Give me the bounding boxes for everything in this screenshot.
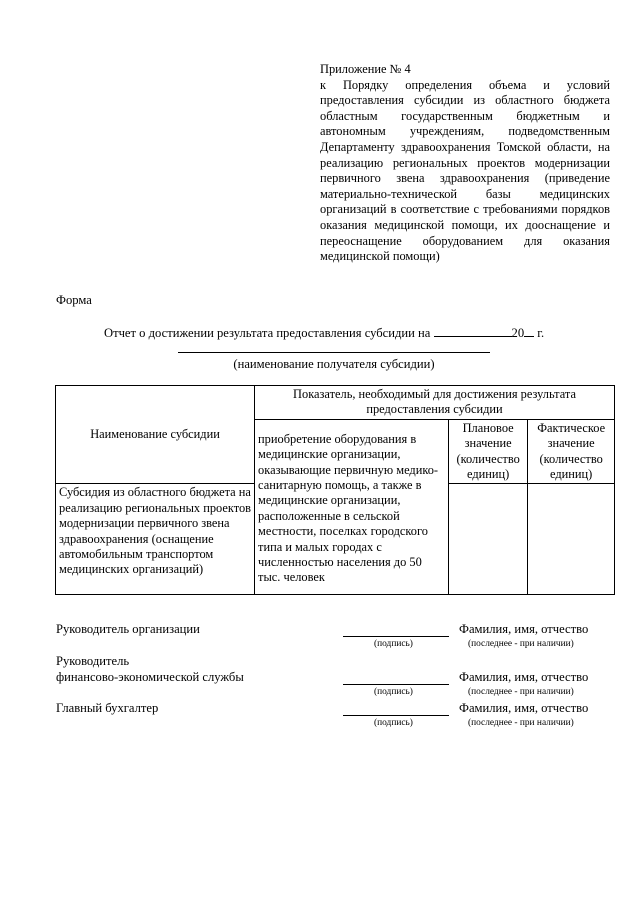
- signatory-name: Фамилия, имя, отчество: [459, 670, 589, 684]
- header-subsidy-name: Наименование субсидии: [56, 386, 255, 484]
- signature-label: Руководитель финансово-экономической службы: [56, 654, 244, 684]
- signature-field[interactable]: [343, 684, 449, 685]
- year-prefix: 20: [511, 326, 525, 340]
- appendix-block: [320, 62, 610, 265]
- report-table: [55, 385, 615, 595]
- signatory-name: Фамилия, имя, отчество: [459, 701, 589, 715]
- form-label: Форма: [56, 293, 92, 307]
- subsidy-name-cell: Субсидия из областного бюджета на реализацию региональных проектов модернизации первичного звена здравоохранения (оснащение автомобильным транспортом медицинских организаций): [56, 484, 255, 595]
- planned-value-cell[interactable]: [448, 484, 527, 595]
- recipient-caption: (наименование получателя субсидии): [233, 357, 435, 371]
- year-blank-field[interactable]: [524, 325, 534, 337]
- signature-label: Главный бухгалтер: [56, 701, 159, 715]
- signature-label: Руководитель организации: [56, 622, 200, 636]
- signature-caption: (подпись): [374, 718, 413, 728]
- date-blank-field[interactable]: [434, 325, 512, 337]
- header-indicator: Показатель, необходимый для достижения результата предоставления субсидии: [255, 386, 615, 420]
- year-suffix: г.: [537, 326, 545, 340]
- signature-field[interactable]: [343, 715, 449, 716]
- report-title-text: Отчет о достижении результата предоставления субсидии на: [104, 326, 431, 340]
- header-actual: Фактическое значение (количество единиц): [528, 419, 615, 484]
- recipient-name-field[interactable]: [178, 352, 490, 353]
- signatory-name: Фамилия, имя, отчество: [459, 622, 589, 636]
- appendix-title: Приложение № 4: [320, 62, 411, 76]
- name-caption: (последнее - при наличии): [468, 687, 574, 697]
- name-caption: (последнее - при наличии): [468, 639, 574, 649]
- header-planned: Плановое значение (количество единиц): [448, 419, 527, 484]
- signature-field[interactable]: [343, 636, 449, 637]
- report-title: [104, 325, 544, 341]
- signature-caption: (подпись): [374, 639, 413, 649]
- indicator-text: приобретение оборудования в медицинские организации, оказывающие первичную медико-санитарную помощь, а также в медицинские организации, расположенные в сельской местности, поселках городского типа и малых городах с численностью населения до 50 тыс. человек: [255, 419, 449, 595]
- appendix-body: к Порядку определения объема и условий предоставления субсидии из областного бюджета областным государственным бюджетным и автономным учреждениям, подведомственным Департаменту здравоохранения Томской области, на реализацию региональных проектов модернизации первичного звена здравоохранения (приведение материально-технической базы медицинских организаций в соответствие с требованиями порядков оказания медицинской помощи, их дооснащение и переоснащение оборудованием для оказания медицинской помощи): [320, 77, 610, 264]
- name-caption: (последнее - при наличии): [468, 718, 574, 728]
- signature-caption: (подпись): [374, 687, 413, 697]
- actual-value-cell[interactable]: [528, 484, 615, 595]
